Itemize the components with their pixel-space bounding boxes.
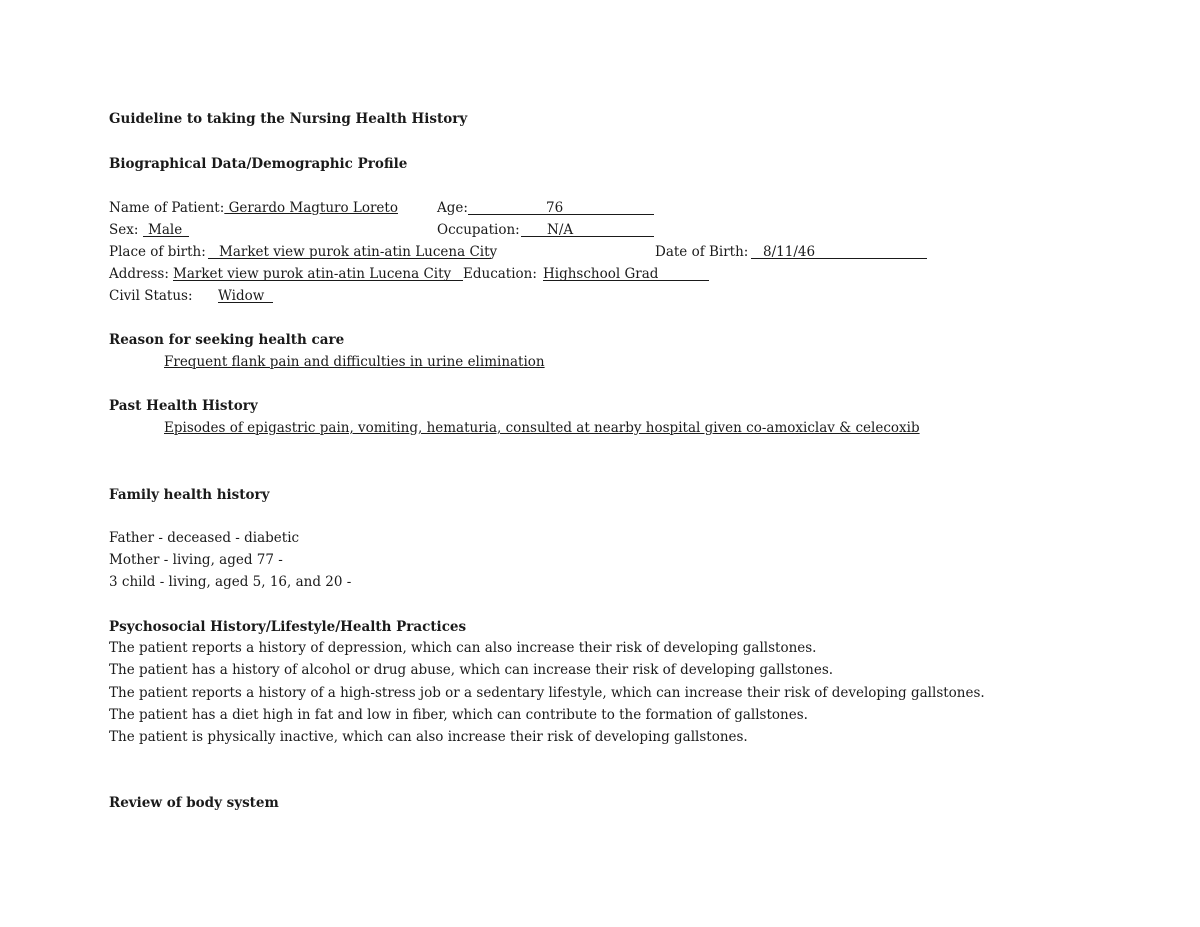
birthplace-value: Market view purok atin-atin Lucena City — [219, 244, 498, 260]
sex-value: Male — [148, 222, 183, 238]
civil-status-value: Widow — [218, 288, 265, 304]
reason-heading: Reason for seeking health care — [109, 332, 345, 348]
education-label: Education: — [463, 266, 537, 282]
document-title: Guideline to taking the Nursing Health History — [109, 111, 468, 127]
dob-label: Date of Birth: — [655, 244, 749, 260]
family-history-heading: Family health history — [109, 487, 270, 503]
age-label: Age: — [437, 200, 468, 216]
past-history-text: Episodes of epigastric pain, vomiting, hematuria, consulted at nearby hospital given co-amoxiclav & celecoxib — [164, 420, 920, 436]
family-history-line: Father - deceased - diabetic — [109, 530, 300, 546]
psychosocial-line: The patient is physically inactive, which can also increase their risk of developing gallstones. — [109, 729, 748, 745]
birthplace-label: Place of birth: — [109, 244, 206, 260]
past-history-heading: Past Health History — [109, 398, 258, 414]
address-label: Address: — [109, 266, 169, 282]
age-value: 76 — [546, 200, 564, 216]
biographical-heading: Biographical Data/Demographic Profile — [109, 156, 408, 172]
occupation-label: Occupation: — [437, 222, 520, 238]
name-label: Name of Patient: — [109, 200, 225, 216]
review-heading: Review of body system — [109, 795, 279, 811]
family-history-line: 3 child - living, aged 5, 16, and 20 - — [109, 574, 352, 590]
civil-status-label: Civil Status: — [109, 288, 193, 304]
dob-value: 8/11/46 — [763, 244, 816, 260]
address-value: Market view purok atin-atin Lucena City — [173, 266, 452, 282]
name-value: Gerardo Magturo Loreto — [224, 200, 398, 216]
reason-text: Frequent flank pain and difficulties in urine elimination — [164, 354, 545, 370]
family-history-line: Mother - living, aged 77 - — [109, 552, 283, 568]
name-of-patient-field — [109, 199, 398, 217]
education-value: Highschool Grad — [543, 266, 659, 282]
occupation-blank-line — [521, 223, 654, 237]
psychosocial-line: The patient has a history of alcohol or drug abuse, which can increase their risk of developing gallstones. — [109, 662, 834, 678]
psychosocial-line: The patient has a diet high in fat and low in fiber, which can contribute to the formation of gallstones. — [109, 707, 808, 723]
sex-label: Sex: — [109, 222, 139, 238]
occupation-value: N/A — [547, 222, 574, 238]
psychosocial-line: The patient reports a history of a high-stress job or a sedentary lifestyle, which can increase their risk of developing gallstones. — [109, 685, 985, 701]
psychosocial-heading: Psychosocial History/Lifestyle/Health Practices — [109, 619, 467, 635]
psychosocial-line: The patient reports a history of depression, which can also increase their risk of developing gallstones. — [109, 640, 817, 656]
